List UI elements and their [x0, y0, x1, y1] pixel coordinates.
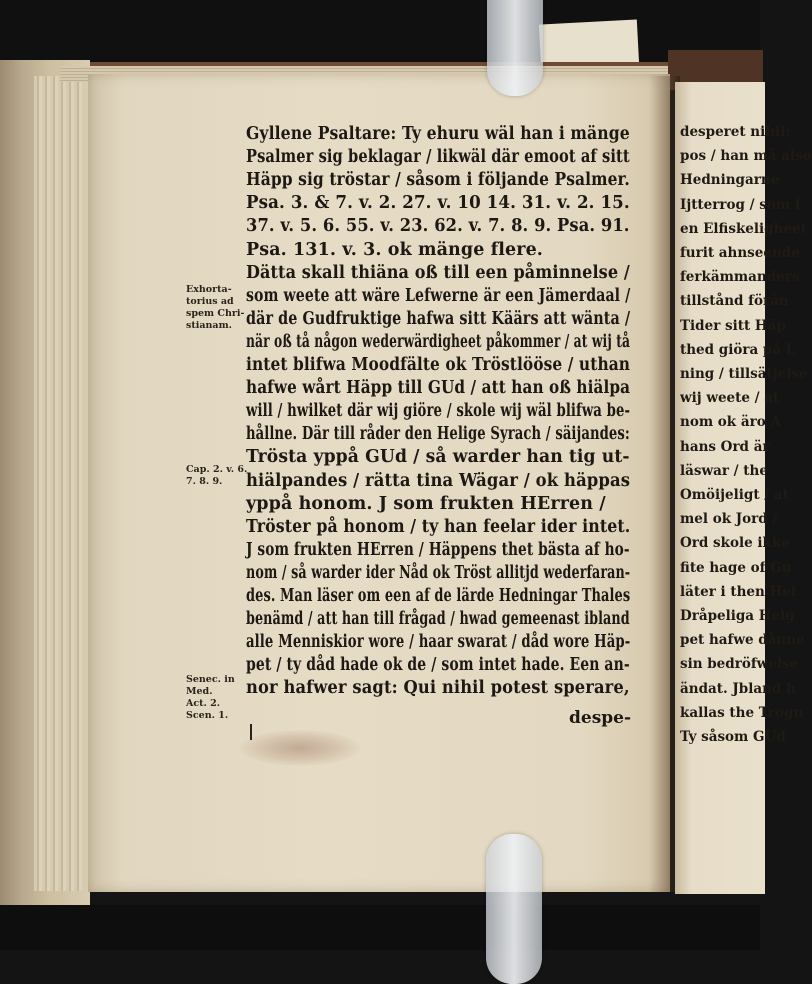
facing-text-line: nom ok äro A: [680, 414, 781, 431]
facing-text-line: Tider sitt Häp: [680, 317, 786, 334]
text-line: där de Gudfruktige hafwa sitt Käärs att wänta /: [246, 308, 631, 329]
text-line: Psa. 3. & 7. v. 2. 27. v. 10 14. 31. v. 2. 15.: [246, 193, 630, 214]
text-line: will / hwilket där wij giöre / skole wij wäl blifwa be-: [246, 401, 631, 422]
facing-text-line: läter i then Hel: [680, 583, 796, 600]
text-line: Gyllene Psaltare: Ty ehuru wäl han i mänge: [246, 124, 630, 144]
facing-text-line: en Elfiskeligheet: [680, 220, 807, 237]
margin-note-line: stianam.: [186, 320, 232, 331]
facing-text-line: tillstånd förän: [680, 293, 789, 310]
text-line: Psalmer sig beklagar / likwäl där emoot af sitt: [246, 147, 630, 168]
facing-text-line: furit ahnseende: [680, 245, 800, 261]
book-clip-top: [487, 0, 543, 96]
book-clip-bottom: [486, 834, 542, 984]
text-line: när oß tå någon wederwärdigheet påkommer / at wij tå: [246, 331, 631, 352]
paper-stain: [240, 730, 360, 766]
text-line: Tröster på honom / ty han feelar ider intet.: [246, 516, 631, 537]
text-line: hafwe wårt Häpp till GUd / att han oß hiälpa: [246, 378, 631, 399]
text-line: Psa. 131. v. 3. ok mänge flere.: [246, 239, 543, 260]
dark-background-top: [0, 0, 760, 70]
margin-note-line: Senec. in: [186, 674, 235, 685]
text-line: intet blifwa Moodfälte ok Tröstlööse / uthan: [246, 355, 631, 375]
margin-note-line: spem Chri-: [186, 308, 245, 319]
page-edges: [34, 76, 84, 891]
facing-text-line: fite hage of Gu: [680, 559, 792, 576]
text-line: hållne. Där till råder den Helige Syrach / säijandes:: [246, 424, 630, 445]
margin-note: [186, 674, 235, 722]
vertical-rule: [250, 724, 252, 740]
facing-text-line: pet hafwe dånne: [680, 632, 805, 649]
margin-note-line: 7. 8. 9.: [186, 476, 223, 487]
facing-text-line: pos / han må also: [680, 148, 812, 165]
facing-text-line: Ty såsom GUd: [680, 729, 786, 745]
text-line: benämd / att han till frågad / hwad gemeenast ibland: [246, 609, 630, 630]
facing-text-line: Hedningarne: [680, 172, 780, 189]
facing-text-line: kallas the Trogn: [680, 704, 804, 721]
text-line: alle Menniskior wore / haar swarat / dåd wore Häp-: [246, 632, 631, 653]
facing-text-line: ändat. Jbland h: [680, 680, 796, 697]
text-line: des. Man läser om een af de lärde Hedningar Thales: [246, 586, 631, 606]
facing-text-line: wij weete / at: [680, 390, 780, 407]
facing-text-line: ferkämmanders: [680, 269, 800, 286]
margin-note-line: Scen. 1.: [186, 710, 229, 721]
catchword: despe-: [569, 708, 632, 728]
facing-text-line: Ord skole ikke: [680, 535, 790, 552]
facing-text-line: thed giöra på L: [680, 341, 796, 358]
text-line: Dätta skall thiäna oß till een påminnelse /: [246, 262, 630, 283]
margin-note-line: torius ad: [186, 296, 234, 307]
margin-note: [186, 464, 247, 488]
facing-text-line: läswar / the: [680, 462, 768, 479]
dark-background-bottom: [0, 905, 760, 950]
text-line: J som frukten HErren / Häppens thet bästa af ho-: [246, 539, 630, 560]
text-line: Häpp sig tröstar / såsom i följande Psalmer.: [246, 170, 630, 191]
text-line: nom / så warder ider Nåd ok Tröst allitjd wederfaran-: [246, 562, 631, 583]
text-line: pet / ty dåd hade ok de / som intet hade. Een an-: [246, 655, 630, 676]
facing-text-line: mel ok Jord /: [680, 511, 778, 528]
text-line: hiälpandes / rätta tina Wägar / ok häppas: [246, 470, 631, 491]
margin-note-line: Cap. 2. v. 6.: [186, 464, 248, 475]
facing-text-line: sin bedröfwelse: [680, 656, 799, 673]
margin-note-line: Med.: [186, 686, 213, 697]
facing-text-line: Ijtterrog / som f: [680, 196, 801, 213]
facing-text-line: desperet nihil;: [680, 124, 791, 140]
margin-note-line: Exhorta-: [186, 284, 232, 295]
facing-text-line: ning / tillsätjelse: [680, 366, 808, 382]
text-line: nor hafwer sagt: Qui nihil potest sperare,: [246, 678, 630, 699]
margin-note: [186, 284, 244, 332]
text-line: som weete att wäre Lefwerne är een Jämerdaal /: [246, 285, 631, 306]
facing-text-line: Omöijeligt / at: [680, 487, 789, 503]
text-line: Trösta yppå GUd / så warder han tig ut-: [246, 447, 630, 468]
text-line: yppå honom. J som frukten HErren /: [246, 493, 606, 514]
facing-text-line: Dråpeliga Helg: [680, 608, 795, 624]
facing-text-line: hans Ord är: [680, 438, 770, 455]
margin-note-line: Act. 2.: [186, 698, 221, 709]
text-line: 37. v. 5. 6. 55. v. 23. 62. v. 7. 8. 9. Psa. 91.: [246, 216, 630, 237]
